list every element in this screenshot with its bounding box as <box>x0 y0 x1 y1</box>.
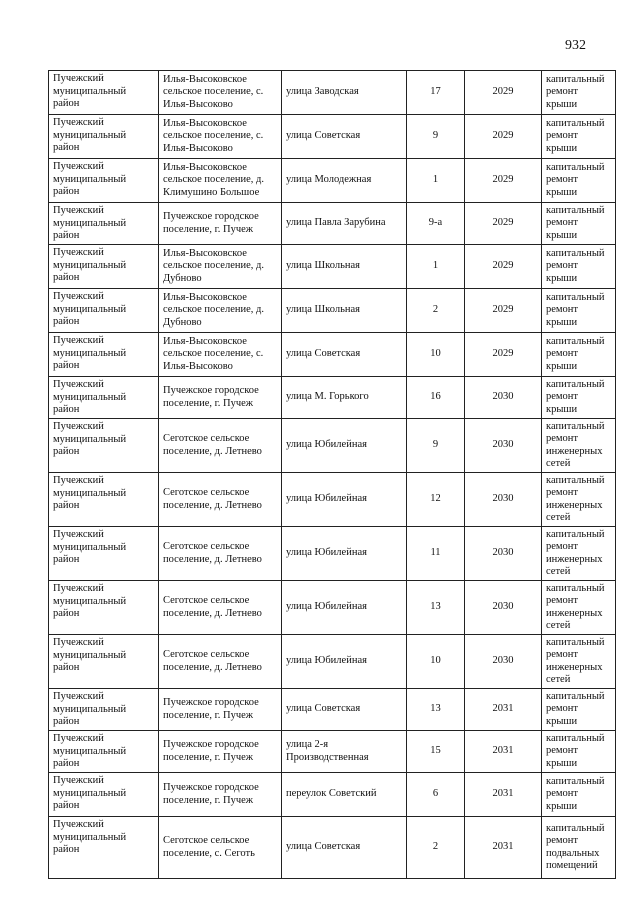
cell-street: улица Советская <box>282 333 407 377</box>
cell-house: 9 <box>407 115 465 159</box>
cell-work: капитальный ремонт крыши <box>542 159 616 203</box>
cell-year: 2029 <box>465 115 542 159</box>
cell-settlement: Илья-Высоковское сельское поселение, д. Дубново <box>159 245 282 289</box>
cell-house: 11 <box>407 527 465 581</box>
table-row <box>49 635 616 689</box>
cell-year: 2031 <box>465 773 542 817</box>
page-number: 932 <box>565 38 586 53</box>
cell-district: Пучежский муниципальный район <box>49 333 159 377</box>
cell-district: Пучежский муниципальный район <box>49 689 159 731</box>
cell-work: капитальный ремонт крыши <box>542 245 616 289</box>
cell-settlement: Пучежское городское поселение, г. Пучеж <box>159 731 282 773</box>
cell-settlement: Пучежское городское поселение, г. Пучеж <box>159 773 282 817</box>
cell-street: улица Юбилейная <box>282 581 407 635</box>
cell-street: улица Юбилейная <box>282 473 407 527</box>
cell-settlement: Сеготское сельское поселение, д. Летнево <box>159 635 282 689</box>
cell-year: 2030 <box>465 527 542 581</box>
cell-settlement: Пучежское городское поселение, г. Пучеж <box>159 203 282 245</box>
table-body <box>49 71 616 879</box>
cell-year: 2029 <box>465 203 542 245</box>
cell-settlement: Илья-Высоковское сельское поселение, д. Климушино Большое <box>159 159 282 203</box>
cell-house: 2 <box>407 289 465 333</box>
cell-house: 17 <box>407 71 465 115</box>
cell-street: улица Советская <box>282 817 407 879</box>
table-row <box>49 773 616 817</box>
cell-settlement: Пучежское городское поселение, г. Пучеж <box>159 689 282 731</box>
cell-district: Пучежский муниципальный район <box>49 419 159 473</box>
cell-district: Пучежский муниципальный район <box>49 527 159 581</box>
cell-work: капитальный ремонт инженерных сетей <box>542 419 616 473</box>
cell-district: Пучежский муниципальный район <box>49 635 159 689</box>
cell-work: капитальный ремонт крыши <box>542 689 616 731</box>
table-row <box>49 731 616 773</box>
cell-district: Пучежский муниципальный район <box>49 203 159 245</box>
cell-street: улица Юбилейная <box>282 527 407 581</box>
cell-house: 1 <box>407 245 465 289</box>
cell-district: Пучежский муниципальный район <box>49 245 159 289</box>
cell-work: капитальный ремонт крыши <box>542 773 616 817</box>
cell-work: капитальный ремонт инженерных сетей <box>542 581 616 635</box>
cell-year: 2029 <box>465 289 542 333</box>
cell-work: капитальный ремонт крыши <box>542 203 616 245</box>
cell-year: 2030 <box>465 581 542 635</box>
cell-house: 12 <box>407 473 465 527</box>
cell-district: Пучежский муниципальный район <box>49 731 159 773</box>
table-row <box>49 689 616 731</box>
repair-schedule-table <box>48 70 616 879</box>
table-row <box>49 289 616 333</box>
table-row <box>49 817 616 879</box>
table-row <box>49 377 616 419</box>
cell-settlement: Сеготское сельское поселение, д. Летнево <box>159 581 282 635</box>
cell-year: 2029 <box>465 245 542 289</box>
cell-house: 13 <box>407 689 465 731</box>
cell-settlement: Илья-Высоковское сельское поселение, д. Дубново <box>159 289 282 333</box>
cell-street: переулок Советский <box>282 773 407 817</box>
cell-district: Пучежский муниципальный район <box>49 289 159 333</box>
cell-district: Пучежский муниципальный район <box>49 377 159 419</box>
cell-year: 2029 <box>465 333 542 377</box>
cell-settlement: Сеготское сельское поселение, д. Летнево <box>159 473 282 527</box>
cell-work: капитальный ремонт инженерных сетей <box>542 635 616 689</box>
cell-house: 15 <box>407 731 465 773</box>
cell-district: Пучежский муниципальный район <box>49 71 159 115</box>
cell-settlement: Илья-Высоковское сельское поселение, с. Илья-Высоково <box>159 115 282 159</box>
cell-street: улица Юбилейная <box>282 419 407 473</box>
cell-work: капитальный ремонт крыши <box>542 71 616 115</box>
cell-settlement: Илья-Высоковское сельское поселение, с. Илья-Высоково <box>159 71 282 115</box>
cell-district: Пучежский муниципальный район <box>49 159 159 203</box>
cell-house: 6 <box>407 773 465 817</box>
cell-street: улица Юбилейная <box>282 635 407 689</box>
table-row <box>49 581 616 635</box>
cell-work: капитальный ремонт крыши <box>542 333 616 377</box>
cell-work: капитальный ремонт крыши <box>542 115 616 159</box>
cell-street: улица Советская <box>282 115 407 159</box>
cell-work: капитальный ремонт инженерных сетей <box>542 473 616 527</box>
cell-house: 13 <box>407 581 465 635</box>
cell-settlement: Сеготское сельское поселение, д. Летнево <box>159 527 282 581</box>
cell-year: 2030 <box>465 635 542 689</box>
cell-settlement: Илья-Высоковское сельское поселение, с. Илья-Высоково <box>159 333 282 377</box>
cell-district: Пучежский муниципальный район <box>49 817 159 879</box>
cell-street: улица Молодежная <box>282 159 407 203</box>
table-row <box>49 333 616 377</box>
cell-year: 2029 <box>465 159 542 203</box>
cell-year: 2031 <box>465 817 542 879</box>
cell-street: улица 2-я Производственная <box>282 731 407 773</box>
cell-house: 2 <box>407 817 465 879</box>
cell-settlement: Сеготское сельское поселение, д. Летнево <box>159 419 282 473</box>
cell-district: Пучежский муниципальный район <box>49 473 159 527</box>
cell-year: 2031 <box>465 731 542 773</box>
cell-year: 2030 <box>465 473 542 527</box>
table-row <box>49 527 616 581</box>
cell-work: капитальный ремонт инженерных сетей <box>542 527 616 581</box>
cell-year: 2030 <box>465 377 542 419</box>
cell-house: 16 <box>407 377 465 419</box>
cell-work: капитальный ремонт крыши <box>542 289 616 333</box>
cell-district: Пучежский муниципальный район <box>49 581 159 635</box>
table-row <box>49 245 616 289</box>
cell-house: 1 <box>407 159 465 203</box>
cell-street: улица Советская <box>282 689 407 731</box>
cell-year: 2030 <box>465 419 542 473</box>
cell-work: капитальный ремонт подвальных помещений <box>542 817 616 879</box>
cell-house: 9-а <box>407 203 465 245</box>
cell-house: 10 <box>407 333 465 377</box>
cell-work: капитальный ремонт крыши <box>542 731 616 773</box>
cell-settlement: Сеготское сельское поселение, с. Сеготь <box>159 817 282 879</box>
cell-house: 9 <box>407 419 465 473</box>
table-row <box>49 115 616 159</box>
cell-street: улица М. Горького <box>282 377 407 419</box>
cell-work: капитальный ремонт крыши <box>542 377 616 419</box>
table-row <box>49 473 616 527</box>
table-row <box>49 203 616 245</box>
cell-house: 10 <box>407 635 465 689</box>
cell-street: улица Школьная <box>282 289 407 333</box>
table-row <box>49 419 616 473</box>
cell-year: 2029 <box>465 71 542 115</box>
cell-street: улица Павла Зарубина <box>282 203 407 245</box>
table-row <box>49 159 616 203</box>
cell-street: улица Заводская <box>282 71 407 115</box>
table-row <box>49 71 616 115</box>
cell-settlement: Пучежское городское поселение, г. Пучеж <box>159 377 282 419</box>
cell-district: Пучежский муниципальный район <box>49 115 159 159</box>
cell-district: Пучежский муниципальный район <box>49 773 159 817</box>
cell-street: улица Школьная <box>282 245 407 289</box>
cell-year: 2031 <box>465 689 542 731</box>
